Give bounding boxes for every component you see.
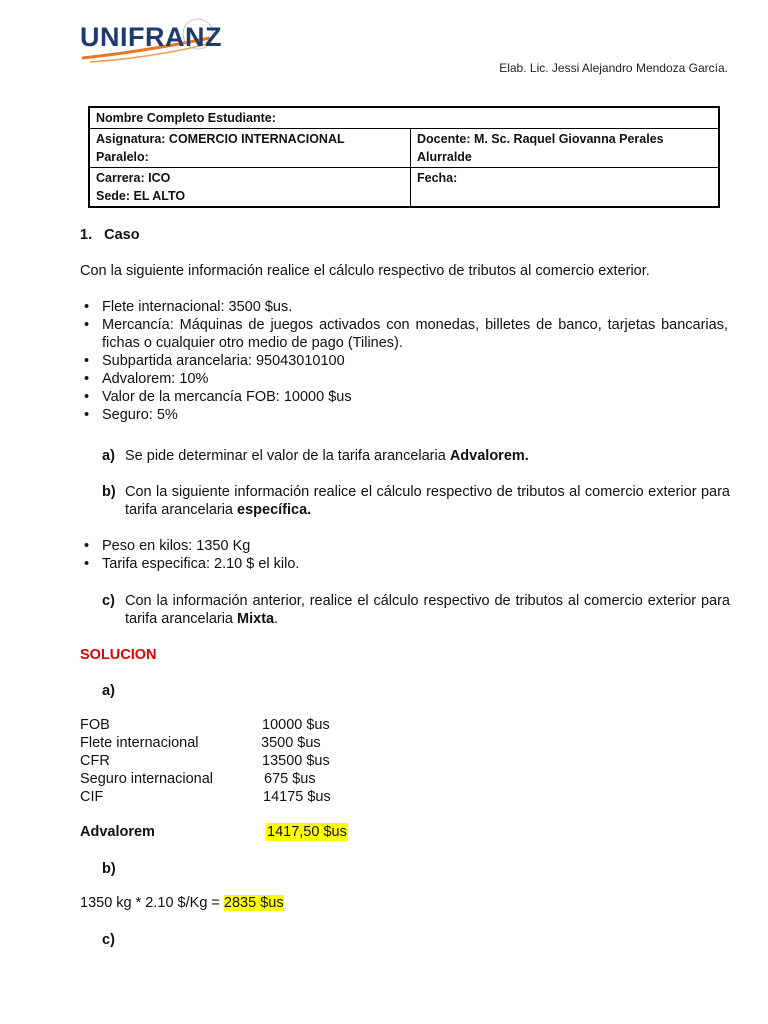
teacher-label-cont: Alurralde xyxy=(417,150,472,164)
question-c-label: c) xyxy=(102,593,115,609)
list-item: • Advalorem: 10% xyxy=(80,370,728,388)
list-item: • Flete internacional: 3500 $us. xyxy=(80,298,728,316)
row-value-freight: 3500 $us xyxy=(261,735,321,751)
specific-tariff-list xyxy=(80,537,728,573)
career-label: Carrera: ICO xyxy=(96,171,171,185)
question-a-emphasis: Advalorem. xyxy=(449,448,529,464)
career-cell xyxy=(89,168,411,208)
date-cell: Fecha: xyxy=(411,168,720,208)
student-info-table xyxy=(88,106,720,208)
case-number: 1. xyxy=(80,227,93,243)
parallel-label: Paralelo: xyxy=(96,150,149,164)
solution-b-label: b) xyxy=(102,861,116,877)
solution-a-label: a) xyxy=(102,683,115,699)
list-item: • Seguro: 5% xyxy=(80,406,728,424)
advalorem-result: 1417,50 $us xyxy=(267,824,347,840)
question-a xyxy=(80,447,730,465)
list-item: • Valor de la mercancía FOB: 10000 $us xyxy=(80,388,728,406)
document-author: Elab. Lic. Jessi Alejandro Mendoza García. xyxy=(499,61,728,75)
question-a-text: Se pide determinar el valor de la tarifa arancelaria xyxy=(125,448,450,464)
solution-heading: SOLUCION xyxy=(80,647,157,663)
question-c-tail: . xyxy=(274,611,279,627)
advalorem-label: Advalorem xyxy=(80,824,155,840)
list-item: • Peso en kilos: 1350 Kg xyxy=(80,537,728,555)
row-value-cif: 14175 $us xyxy=(263,789,331,805)
question-b-text: Con la siguiente información realice el cálculo respectivo de tributos al comercio exterior para tarifa arancelaria xyxy=(125,484,730,518)
student-name-cell: Nombre Completo Estudiante: xyxy=(89,107,719,129)
list-item: • Mercancía: Máquinas de juegos activados con monedas, billetes de banco, tarjetas bancarias, fichas o cualquier otro medio de pago (Tilines). xyxy=(80,316,728,352)
row-label-fob: FOB xyxy=(80,717,110,733)
list-item: • Subpartida arancelaria: 95043010100 xyxy=(80,352,728,370)
row-label-cfr: CFR xyxy=(80,753,110,769)
question-c-text: Con la información anterior, realice el cálculo respectivo de tributos al comercio exterior para tarifa arancelaria xyxy=(125,593,730,627)
question-c-emphasis: Mixta xyxy=(237,611,275,627)
question-b xyxy=(80,483,730,519)
case-intro: Con la siguiente información realice el cálculo respectivo de tributos al comercio exterior. xyxy=(80,263,650,279)
specific-result: 2835 $us xyxy=(223,895,284,911)
subject-cell xyxy=(89,129,411,168)
case-bullet-list xyxy=(80,298,728,424)
solution-c-label: c) xyxy=(102,932,115,948)
row-label-cif: CIF xyxy=(80,789,104,805)
list-item: • Tarifa especifica: 2.10 $ el kilo. xyxy=(80,555,728,573)
subject-label: Asignatura: COMERCIO INTERNACIONAL xyxy=(96,132,345,146)
specific-calculation xyxy=(80,894,284,912)
row-value-fob: 10000 $us xyxy=(262,717,330,733)
question-b-emphasis: específica. xyxy=(237,502,312,518)
question-c xyxy=(80,592,730,628)
campus-label: Sede: EL ALTO xyxy=(96,189,186,203)
row-label-freight: Flete internacional xyxy=(80,735,199,751)
case-heading xyxy=(80,226,140,244)
logo-text: UNIFRANZ xyxy=(80,22,222,52)
question-a-label: a) xyxy=(102,448,115,464)
specific-formula: 1350 kg * 2.10 $/Kg = xyxy=(80,895,224,911)
row-label-insurance: Seguro internacional xyxy=(80,771,214,787)
row-value-insurance: 675 $us xyxy=(264,771,316,787)
row-value-cfr: 13500 $us xyxy=(262,753,330,769)
teacher-label: Docente: M. Sc. Raquel Giovanna Perales xyxy=(417,132,664,146)
unifranz-logo xyxy=(80,12,220,68)
question-b-label: b) xyxy=(102,484,116,500)
teacher-cell xyxy=(411,129,720,168)
case-title: Caso xyxy=(104,227,140,243)
